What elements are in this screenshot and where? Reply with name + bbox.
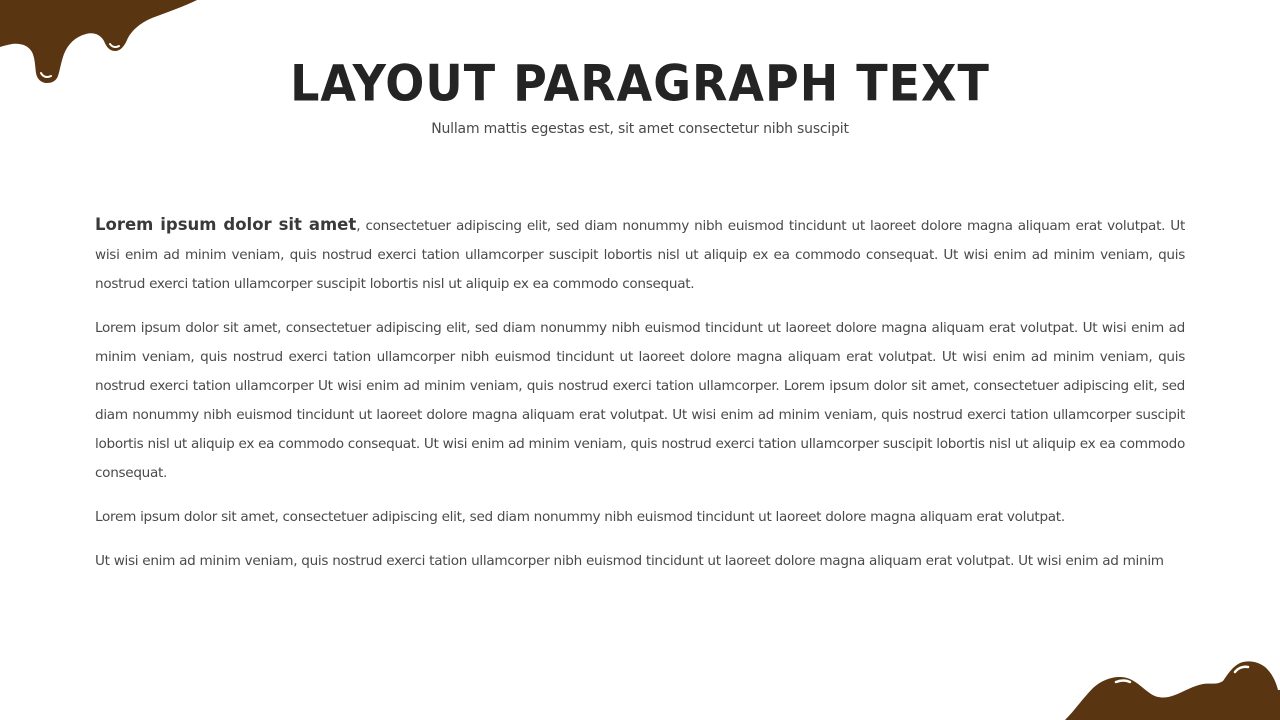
chocolate-wave-shape — [1065, 661, 1280, 720]
slide-title: LAYOUT PARAGRAPH TEXT — [290, 53, 990, 113]
paragraph-1-rest: , consectetuer adipiscing elit, sed diam nonummy nibh euismod tincidunt ut laoreet dolore magna aliquam erat volutpat. Ut wisi enim ad minim veniam, quis nostrud exerci tation ullamcorper suscipit lobortis nisl ut aliquip ex ea commodo consequat. Ut wisi enim ad minim veniam, quis nostrud exerci tation ullamcorper suscipit lobortis nisl ut aliquip ex ea commodo consequat. — [95, 218, 1185, 292]
paragraph-3: Lorem ipsum dolor sit amet, consectetuer adipiscing elit, sed diam nonummy nibh euismod tincidunt ut laoreet dolore magna aliquam erat volutpat. — [95, 509, 1065, 525]
paragraph-1-lead: Lorem ipsum dolor sit amet — [95, 215, 357, 234]
paragraph-4: Ut wisi enim ad minim veniam, quis nostrud exerci tation ullamcorper nibh euismod tincidunt ut laoreet dolore magna aliquam erat volutpat. Ut wisi enim ad minim — [95, 553, 1164, 569]
chocolate-drip-bottom-right — [1065, 660, 1280, 720]
paragraph-2: Lorem ipsum dolor sit amet, consectetuer adipiscing elit, sed diam nonummy nibh euismod tincidunt ut laoreet dolore magna aliquam erat volutpat. Ut wisi enim ad minim veniam, quis nostrud exerci tation ullamcorper nibh euismod tincidunt ut laoreet dolore magna aliquam erat volutpat. Ut wisi enim ad minim veniam, quis nostrud exerci tation ullamcorper Ut wisi enim ad minim veniam, quis nostrud exerci tation ullamcorper. Lorem ipsum dolor sit amet, consectetuer adipiscing elit, sed diam nonummy nibh euismod tincidunt ut laoreet dolore magna aliquam erat volutpat. Ut wisi enim ad minim veniam, quis nostrud exerci tation ullamcorper suscipit lobortis nisl ut aliquip ex ea commodo consequat. Ut wisi enim ad minim veniam, quis nostrud exerci tation ullamcorper suscipit lobortis nisl ut aliquip ex ea commodo consequat. — [95, 320, 1185, 481]
slide-subtitle: Nullam mattis egestas est, sit amet consectetur nibh suscipit — [431, 121, 849, 137]
paragraph-1 — [95, 210, 1185, 299]
body-text — [95, 210, 1185, 591]
